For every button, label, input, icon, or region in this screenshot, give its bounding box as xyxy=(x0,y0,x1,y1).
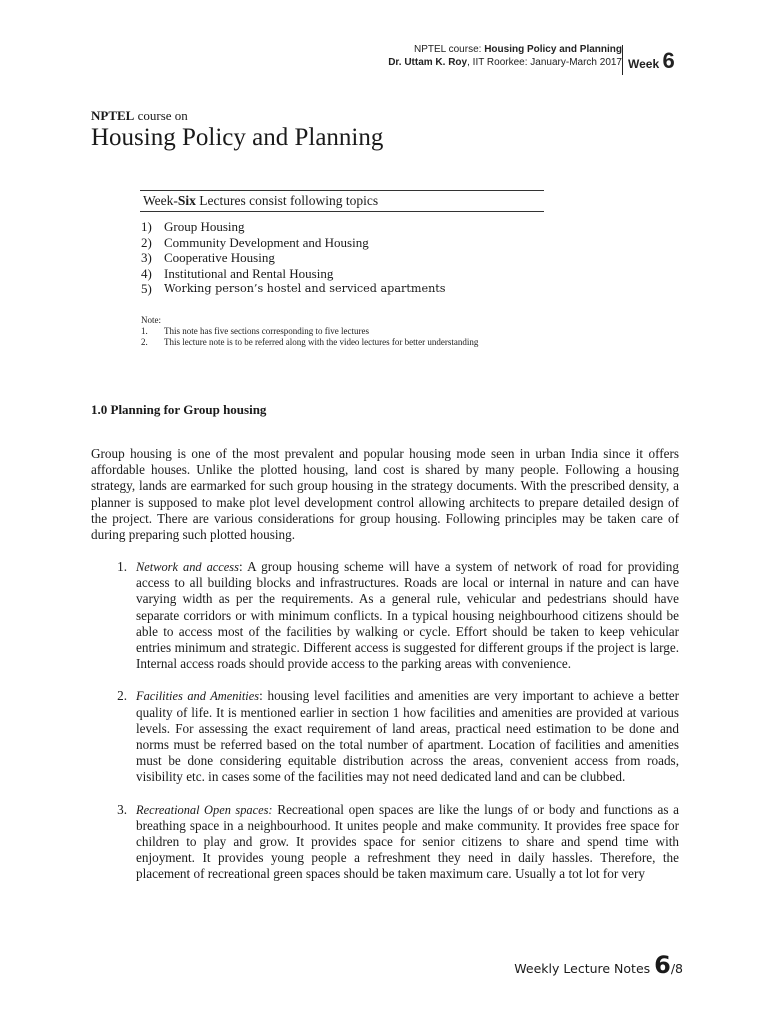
topic-text: Institutional and Rental Housing xyxy=(164,265,334,281)
header-week-label: Week xyxy=(628,57,663,71)
principles-list xyxy=(91,559,679,899)
topics-heading xyxy=(143,193,378,209)
header-author: Dr. Uttam K. Roy xyxy=(388,56,468,68)
topics-heading-post: Lectures consist following topics xyxy=(195,193,379,208)
section-intro: Group housing is one of the most prevalent and popular housing mode seen in urban India since it offers affordable houses. Unlike the plotted housing, land cost is shared by many people. Following a housing strategy, lands are earmarked for such group housing in the strategy documents. With the prescribed density, a planner is supposed to make plot level development control allowing architects to prepare detailed design of the project. There are various considerations for group housing. Following principles may be taken care of during preparing such plotted housing. xyxy=(91,446,679,543)
running-header xyxy=(388,44,622,69)
course-label xyxy=(91,108,188,124)
course-on-label: course on xyxy=(134,108,188,123)
header-course-line xyxy=(388,44,622,57)
section-heading: 1.0 Planning for Group housing xyxy=(91,402,267,417)
topic-text: Group Housing xyxy=(164,219,245,234)
header-author-line xyxy=(388,57,622,70)
topics-list xyxy=(141,219,446,297)
principle-text: housing level facilities and amenities are very important to achieve a better quality of life. It is mentioned earlier in section 1 how facilities and amenities are provided at various levels. For assessing the exact requirement of land areas, practical need estimation to be done and norms must be referred based on the total number of apartment. Location of facilities and amenities must be done considering equitable distribution across the areas, convenient access from roads, visibility etc. in cases some of the facilities may not need dedicated land and can be clubbed. xyxy=(136,688,679,785)
note-number: 1. xyxy=(141,326,148,336)
topic-item xyxy=(141,281,446,297)
principle-text: Recreational open spaces are like the lungs of or body and functions as a breathing space in a neighbourhood. It unites people and make community. It provides free space for children to play and grow. It provides space for senior citizens to share and spend time with enjoyment. It provides young people a refreshment they need in daily hassles. Therefore, the placement of recreational green spaces should be taken maximum care. Usually a tot lot for very xyxy=(136,801,680,882)
page-footer xyxy=(514,951,683,979)
topic-text: Working person’s hostel and serviced apartments xyxy=(164,282,446,296)
principle-number: 3. xyxy=(117,801,127,817)
principle-title: Recreational Open spaces: xyxy=(136,802,273,817)
topic-number: 3) xyxy=(141,250,152,266)
nptel-label: NPTEL xyxy=(91,108,135,123)
principle-body xyxy=(136,688,679,785)
topic-text: Cooperative Housing xyxy=(164,250,275,266)
topics-top-rule xyxy=(140,190,544,191)
topic-item xyxy=(141,235,446,251)
header-divider xyxy=(622,45,623,75)
header-affiliation: , IIT Roorkee: January-March 2017 xyxy=(467,56,622,68)
topic-text: Community Development and Housing xyxy=(164,234,369,250)
topic-item xyxy=(141,219,446,235)
topic-item xyxy=(141,250,446,266)
footer-page-total: /8 xyxy=(670,961,683,976)
principle-number: 1. xyxy=(117,559,127,574)
principle-item xyxy=(91,559,679,672)
principle-body xyxy=(136,802,679,883)
footer-page-number: 6 xyxy=(654,951,671,979)
principle-title: Network and access xyxy=(136,560,239,574)
principle-separator: : xyxy=(259,688,268,704)
topic-number: 1) xyxy=(141,219,152,234)
principle-item xyxy=(91,688,679,785)
principle-number: 2. xyxy=(117,688,127,704)
topics-heading-bold: Six xyxy=(177,193,196,208)
page-title: Housing Policy and Planning xyxy=(91,124,384,151)
topic-item xyxy=(141,266,446,282)
note-item xyxy=(141,326,478,337)
principle-item xyxy=(91,802,679,883)
header-week xyxy=(628,48,675,74)
header-course-prefix: NPTEL course: xyxy=(413,44,485,55)
header-course-name: Housing Policy and Planning xyxy=(484,44,622,55)
footer-label: Weekly Lecture Notes xyxy=(514,961,655,976)
topic-number: 4) xyxy=(141,265,152,281)
principle-title: Facilities and Amenities xyxy=(136,689,260,704)
note-block xyxy=(141,315,478,348)
note-item xyxy=(141,337,478,348)
principle-separator: : xyxy=(238,559,248,574)
header-week-number: 6 xyxy=(662,48,675,73)
principle-text: A group housing scheme will have a system of network of road for providing access to all building blocks and infrastructures. Roads are local or internal in nature and can have varying width as per the requirements. As a general rule, vehicular and pedestrians should have separate corridors or with minimum conflicts. In a typical housing neighbourhood citizens should be able to access most of the facilities by walking or cycle. Effort should be taken to keep vehicular entries minimum and strategic. Different access is suggested for different groups if the project is large. Internal access roads should provide access to the parking areas with convenience. xyxy=(136,559,679,672)
principle-body xyxy=(136,559,679,672)
note-text: This lecture note is to be referred along with the video lectures for better understanding xyxy=(164,337,479,347)
note-text: This note has five sections corresponding to five lectures xyxy=(164,326,369,336)
topics-bottom-rule xyxy=(140,211,544,212)
note-label: Note: xyxy=(141,315,161,325)
topics-heading-pre: Week- xyxy=(143,193,178,208)
note-number: 2. xyxy=(141,337,148,347)
topic-number: 5) xyxy=(141,281,152,297)
topic-number: 2) xyxy=(141,234,152,250)
